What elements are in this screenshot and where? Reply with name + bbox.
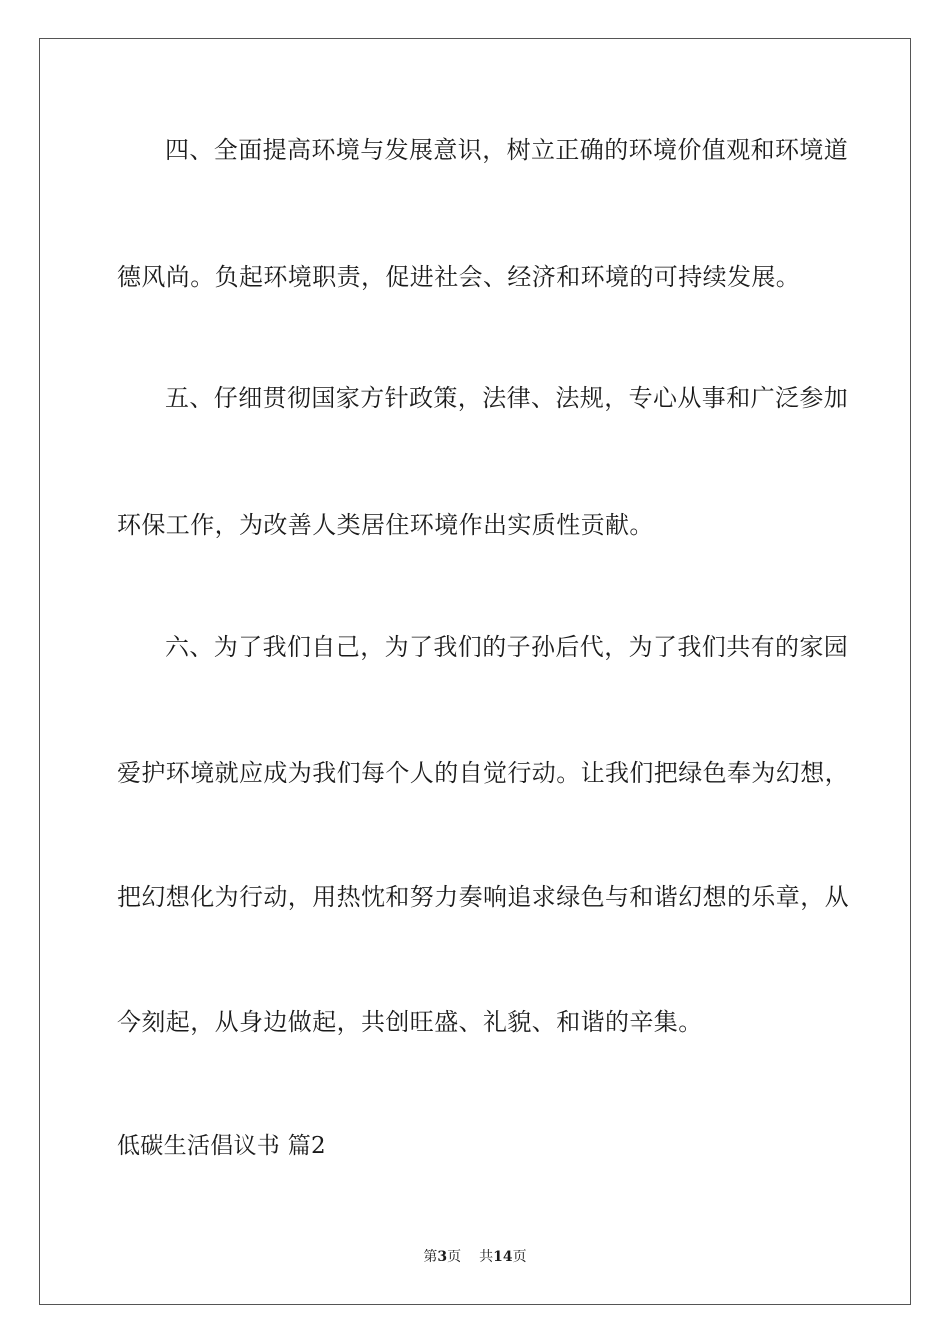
paragraph-6-line-1: 六、为了我们自己，为了我们的子孙后代，为了我们共有的家园 [165,633,849,661]
footer-page-prefix: 第 [423,1249,438,1265]
footer-page-number: 3 [437,1249,448,1265]
paragraph-6-line-3: 把幻想化为行动，用热忱和努力奏响追求绿色与和谐幻想的乐章，从 [117,883,849,911]
paragraph-4-line-2: 德风尚。负起环境职责，促进社会、经济和环境的可持续发展。 [117,263,801,291]
page-footer [0,1248,950,1266]
footer-total-pages: 14 [493,1249,513,1265]
footer-total-prefix: 共 [479,1249,494,1265]
paragraph-6-line-2: 爱护环境就应成为我们每个人的自觉行动。让我们把绿色奉为幻想， [117,759,849,787]
page-border [39,38,911,1305]
section-heading: 低碳生活倡议书 篇2 [117,1133,326,1159]
paragraph-5-line-2: 环保工作，为改善人类居住环境作出实质性贡献。 [117,511,654,539]
paragraph-6-line-4: 今刻起，从身边做起，共创旺盛、礼貌、和谐的辛集。 [117,1008,703,1036]
paragraph-5-line-1: 五、仔细贯彻国家方针政策，法律、法规，专心从事和广泛参加 [165,384,849,412]
footer-page-suffix: 页 [447,1249,462,1265]
footer-total-suffix: 页 [512,1249,527,1265]
paragraph-4-line-1: 四、全面提高环境与发展意识，树立正确的环境价值观和环境道 [165,136,849,164]
